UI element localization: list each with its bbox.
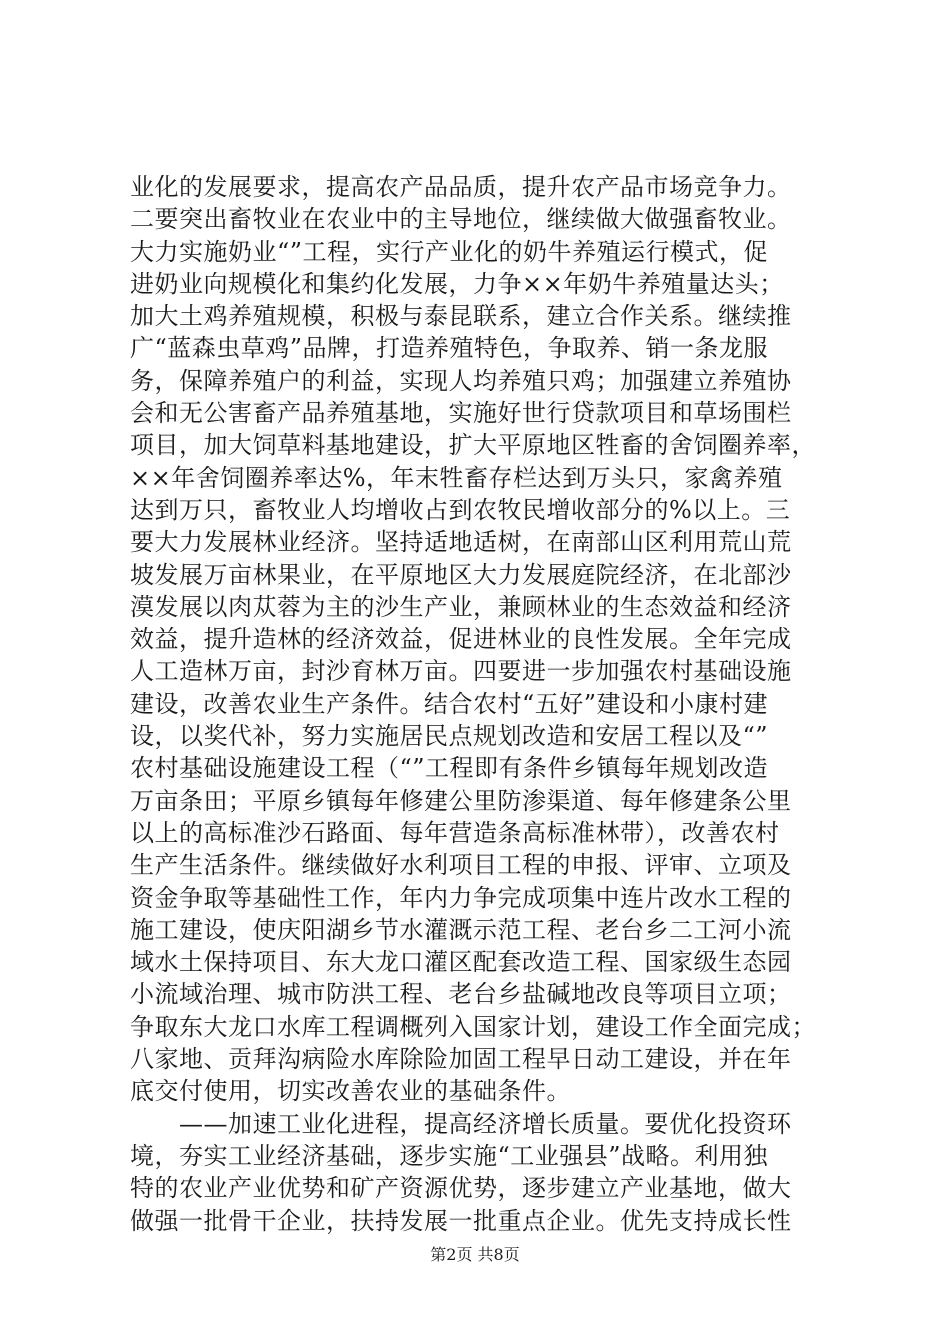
text-line: 域水土保持项目、东大龙口灌区配套改造工程、国家级生态园	[130, 948, 792, 977]
text-line: 境，夯实工业经济基础，逐步实施“工业强县”战略。利用独	[130, 1141, 769, 1170]
text-line: ——加速工业化进程，提高经济增长质量。要优化投资环	[130, 1109, 792, 1138]
text-line: 坡发展万亩林果业，在平原地区大力发展庭院经济，在北部沙	[130, 560, 792, 589]
text-line: 万亩条田；平原乡镇每年修建公里防渗渠道、每年修建条公里	[130, 786, 792, 815]
text-line: 会和无公害畜产品养殖基地，实施好世行贷款项目和草场围栏	[130, 399, 792, 428]
text-line: 二要突出畜牧业在农业中的主导地位，继续做大做强畜牧业。	[130, 205, 792, 234]
text-line: 务，保障养殖户的利益，实现人均养殖只鸡；加强建立养殖协	[130, 366, 792, 395]
text-line: 农村基础设施建设工程（“”工程即有条件乡镇每年规划改造	[130, 754, 769, 783]
text-line: 达到万只，畜牧业人均增收占到农牧民增收部分的%以上。三	[130, 495, 791, 524]
text-line: 要大力发展林业经济。坚持适地适树，在南部山区利用荒山荒	[130, 528, 792, 557]
text-line: 项目，加大饲草料基地建设，扩大平原地区牲畜的舍饲圈养率，	[130, 431, 816, 460]
text-line: 施工建设，使庆阳湖乡节水灌溉示范工程、老台乡二工河小流	[130, 915, 792, 944]
text-line: 特的农业产业优势和矿产资源优势，逐步建立产业基地，做大	[130, 1174, 792, 1203]
text-line: 争取东大龙口水库工程调概列入国家计划，建设工作全面完成；	[130, 1012, 816, 1041]
text-line: 加大土鸡养殖规模，积极与泰昆联系，建立合作关系。继续推	[130, 302, 792, 331]
text-line: 设，以奖代补，努力实施居民点规划改造和安居工程以及“”	[130, 722, 769, 751]
text-line: 资金争取等基础性工作，年内力争完成项集中连片改水工程的	[130, 883, 792, 912]
text-line: 效益，提升造林的经济效益，促进林业的良性发展。全年完成	[130, 625, 792, 654]
page-footer: 第2页 共8页	[430, 1245, 520, 1264]
text-line: 做强一批骨干企业，扶持发展一批重点企业。优先支持成长性	[130, 1206, 792, 1235]
text-line: 进奶业向规模化和集约化发展，力争××年奶牛养殖量达头；	[130, 269, 784, 298]
text-line: 建设，改善农业生产条件。结合农村“五好”建设和小康村建	[130, 689, 769, 718]
text-line: 业化的发展要求，提高农产品品质，提升农产品市场竞争力。	[130, 173, 792, 201]
text-line: 八家地、贡拜沟病险水库除险加固工程早日动工建设，并在年	[130, 1045, 792, 1074]
text-line: 生产生活条件。继续做好水利项目工程的申报、评审、立项及	[130, 851, 792, 880]
text-line: 以上的高标准沙石路面、每年营造条高标准林带），改善农村	[130, 818, 780, 847]
text-line: 广“蓝森虫草鸡”品牌，打造养殖特色，争取养、销一条龙服	[130, 334, 769, 363]
document-body	[130, 171, 830, 1237]
text-line: 大力实施奶业“”工程，实行产业化的奶牛养殖运行模式，促	[130, 237, 769, 266]
text-line: 底交付使用，切实改善农业的基础条件。	[130, 1077, 571, 1106]
text-line: ××年舍饲圈养率达%，年末牲畜存栏达到万头只，家禽养殖	[130, 463, 783, 492]
text-line: 人工造林万亩，封沙育林万亩。四要进一步加强农村基础设施	[130, 657, 792, 686]
text-line: 漠发展以肉苁蓉为主的沙生产业，兼顾林业的生态效益和经济	[130, 592, 792, 621]
text-line: 小流域治理、城市防洪工程、老台乡盐碱地改良等项目立项；	[130, 980, 792, 1009]
